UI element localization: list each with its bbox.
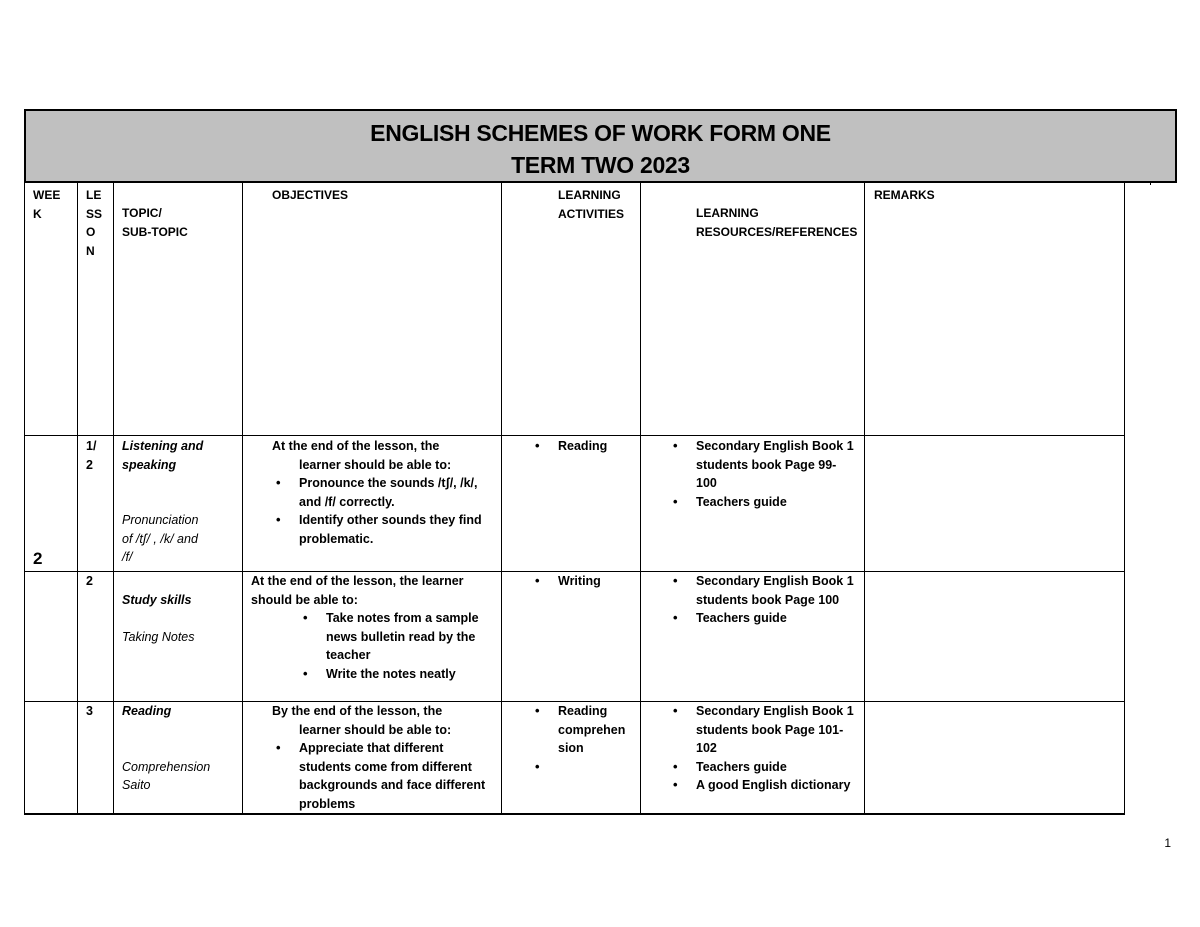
document-subtitle: TERM TWO 2023 [511,152,690,178]
header-resources-line: LEARNING [696,206,759,220]
header-activities [558,186,638,223]
row2-resource-item [669,609,864,628]
header-resources-line: RESOURCES/REFERENCES [696,224,858,239]
row1-subtopic-line: of /tʃ/ , /k/ and [122,531,198,546]
row3-subtopic-line: Saito [122,778,151,792]
row3-activity-item-empty [531,758,639,777]
col-divider-activities [640,183,641,815]
header-week [33,186,73,223]
row2-activities [531,572,639,591]
header-lesson-line: LE [86,188,102,202]
row3-objective-item [272,739,500,813]
row3-lesson [86,702,112,721]
row1-objective-line: problematic. [299,531,374,546]
header-lesson-line: O [86,225,96,239]
col-divider-lesson [113,183,114,815]
row2-topic-line: Study skills [122,593,192,607]
page-number: 1 [1164,836,1171,850]
row3-resource-line: 102 [696,741,717,755]
header-objectives: OBJECTIVES [272,188,349,202]
header-remarks: REMARKS [874,188,935,202]
row3-resource-item [669,702,864,758]
header-lesson [86,186,112,260]
row2-subtopic-line: Taking Notes [122,629,195,644]
row1-objective-line: and /f/ correctly. [299,494,395,509]
row3-objectives-intro: By the end of the lesson, the [272,704,443,718]
row1-activity-item [531,437,639,456]
row2-objectives [251,572,500,683]
col-divider-week [77,183,78,815]
row3-resource-item [669,776,864,795]
row2-resource-line: • Secondary English Book 1 [696,574,854,588]
row2-activity-line: • Writing [558,574,601,588]
row1-resource-item [669,437,864,493]
row1-resource-line: students book Page 99- [696,457,837,472]
row3-resource-line: • Teachers guide [696,759,787,774]
row3-objective-line: backgrounds and face different [299,778,486,792]
row1-resource-line: • Secondary English Book 1 [696,439,854,453]
row2-objective-item [299,665,500,684]
row3-activity-line [558,758,639,777]
document-title-box [24,109,1177,183]
row2-objective-line: teacher [326,648,371,662]
row3-topic [122,702,240,795]
col-divider-topic [242,183,243,815]
row3-activity-line: sion [558,741,584,755]
row3-topic-line: Reading [122,704,172,718]
row-divider-bottom [24,813,1125,815]
row1-objective-line: • Identify other sounds they find [299,513,482,527]
row3-resource-line: students book Page 101- [696,722,844,737]
row1-topic [122,437,240,567]
row2-objective-line: • Write the notes neatly [326,666,456,681]
row2-objective-item [299,609,500,665]
header-topic [122,204,240,241]
header-topic-line: SUB-TOPIC [122,224,188,239]
row1-objectives-intro: At the end of the lesson, the [272,439,440,453]
row2-objectives-intro: At the end of the lesson, the learner [251,574,464,588]
table-border-stub [1150,183,1151,185]
col-divider-resources [864,183,865,815]
row1-lesson-line: 1/ [86,439,97,453]
row2-resource-line: students book Page 100 [696,592,840,607]
row1-objective-line: • Pronounce the sounds /tʃ/, /k/, [299,476,478,490]
row3-objective-line: • Appreciate that different [299,741,444,755]
row2-topic [122,591,240,646]
table-border-right [1124,183,1125,815]
row1-subtopic-line: Pronunciation [122,513,199,527]
row1-resources [669,437,864,511]
row2-resources [669,572,864,628]
row2-objective-line: news bulletin read by the [326,629,476,644]
row1-activities [531,437,639,456]
row2-activity-item [531,572,639,591]
row3-objectives-intro: learner should be able to: [299,722,452,737]
table-border-left [24,183,25,815]
row1-topic-line: Listening and [122,439,204,453]
row1-resource-line: • Teachers guide [696,494,787,509]
row3-objective-line: students come from different [299,759,472,774]
header-week-line: K [33,206,42,221]
document-title: ENGLISH SCHEMES OF WORK FORM ONE [370,120,831,146]
row3-activity-line: comprehen [558,722,626,737]
row2-lesson-line: 2 [86,574,93,588]
header-activities-line: LEARNING [558,188,621,202]
row3-resources [669,702,864,795]
row1-lesson-line: 2 [86,457,93,472]
row2-resource-item [669,572,864,609]
row1-objective-item [272,511,500,548]
header-activities-line: ACTIVITIES [558,206,625,221]
row3-activities [531,702,639,776]
row3-objective-line: problems [299,796,356,811]
row1-activity-line: • Reading [558,439,608,453]
row2-resource-line: • Teachers guide [696,611,787,625]
header-lesson-line: N [86,243,95,258]
header-resources [696,204,862,241]
row1-topic-line: speaking [122,457,177,472]
row3-objectives [272,702,500,813]
row1-objectives [272,437,500,548]
row1-lesson [86,437,112,474]
header-lesson-line: SS [86,206,103,221]
row1-objective-item [272,474,500,511]
row-divider-header [24,435,1125,436]
week-number: 2 [33,549,43,568]
row3-subtopic-line: Comprehension [122,759,211,774]
row3-resource-item [669,758,864,777]
row3-lesson-line: 3 [86,704,93,718]
row2-objective-line: • Take notes from a sample [326,611,479,625]
row1-resource-item [669,493,864,512]
row1-objectives-intro: learner should be able to: [299,457,452,472]
row2-lesson [86,572,112,591]
row2-objectives-intro: should be able to: [251,592,358,607]
row1-subtopic-line: /f/ [122,550,133,564]
row1-resource-line: 100 [696,476,717,490]
header-week-line: WEE [33,188,61,202]
row3-activity-line: • Reading [558,704,608,718]
row3-resource-line: • Secondary English Book 1 [696,704,854,718]
row3-resource-line: • A good English dictionary [696,778,851,792]
col-divider-objectives [501,183,502,815]
header-topic-line: TOPIC/ [122,206,162,220]
row3-activity-item [531,702,639,758]
